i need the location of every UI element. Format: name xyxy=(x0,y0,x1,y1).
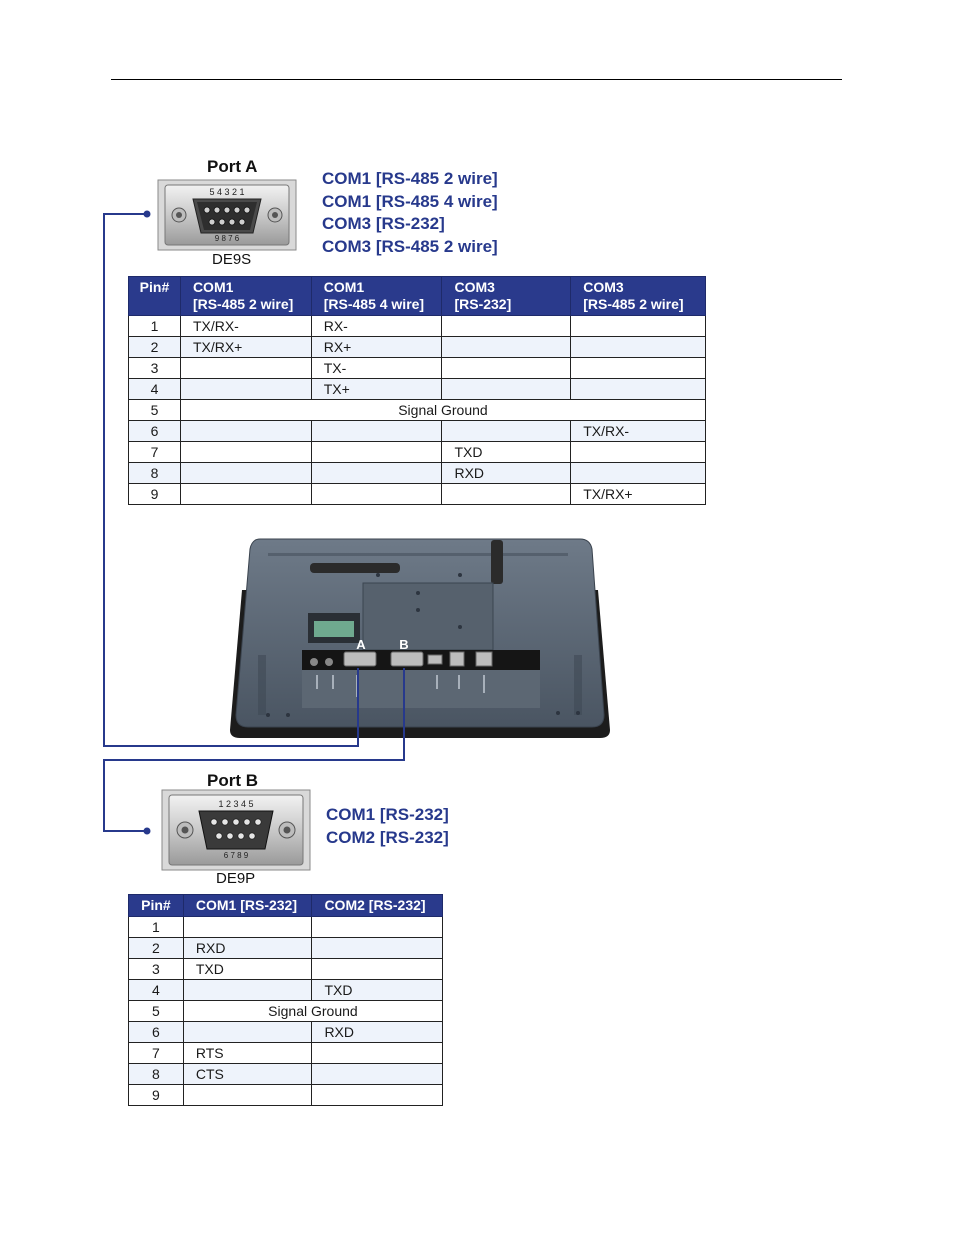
table-cell: TX- xyxy=(311,358,442,379)
table-cell: TX/RX+ xyxy=(571,484,706,505)
table-cell xyxy=(312,1085,443,1106)
table-cell: 2 xyxy=(129,337,181,358)
table-cell: TX/RX- xyxy=(571,421,706,442)
port-a-top-pin-numbers: 5 4 3 2 1 xyxy=(209,187,245,197)
table-cell: 5 xyxy=(129,400,181,421)
table-cell: 3 xyxy=(129,358,181,379)
table-cell: 9 xyxy=(129,1085,184,1106)
port-a-com-item: COM3 [RS-232] xyxy=(322,214,445,233)
table-cell xyxy=(183,1022,312,1043)
table-cell: 4 xyxy=(129,379,181,400)
table-row xyxy=(129,980,443,1001)
table-cell: 1 xyxy=(129,316,181,337)
column-header: COM3 [RS-232] xyxy=(442,277,571,316)
table-row xyxy=(129,1064,443,1085)
table-cell: RX- xyxy=(311,316,442,337)
table-cell: 6 xyxy=(129,1022,184,1043)
column-header: COM3 [RS-485 2 wire] xyxy=(571,277,706,316)
port-b-device-label: B xyxy=(399,637,409,652)
port-b-title: Port B xyxy=(207,771,258,790)
port-b-top-pin-numbers: 1 2 3 4 5 xyxy=(218,799,254,809)
table-cell: 1 xyxy=(129,917,184,938)
table-cell: RX+ xyxy=(311,337,442,358)
port-a-com-item: COM1 [RS-485 2 wire] xyxy=(322,169,498,188)
table-cell xyxy=(312,917,443,938)
column-header: COM1 [RS-485 2 wire] xyxy=(180,277,311,316)
table-cell: TX+ xyxy=(311,379,442,400)
table-cell xyxy=(312,1043,443,1064)
port-a-com-item: COM1 [RS-485 4 wire] xyxy=(322,191,498,211)
port-a-bottom-pin-numbers: 9 8 7 6 xyxy=(214,234,240,243)
table-row xyxy=(129,1043,443,1064)
table-cell: RTS xyxy=(183,1043,312,1064)
table-cell: RXD xyxy=(183,938,312,959)
table-row xyxy=(129,1085,443,1106)
table-cell: CTS xyxy=(183,1064,312,1085)
table-cell: TXD xyxy=(312,980,443,1001)
table-row xyxy=(129,1022,443,1043)
table-row xyxy=(129,938,443,959)
table-cell xyxy=(312,959,443,980)
column-header: COM2 [RS-232] xyxy=(312,895,443,917)
table-cell: 9 xyxy=(129,484,181,505)
table-cell xyxy=(183,917,312,938)
port-b-bottom-pin-numbers: 6 7 8 9 xyxy=(223,851,249,860)
column-header: COM1 [RS-232] xyxy=(183,895,312,917)
port-b-pin-table xyxy=(128,894,443,1106)
port-b-com-item: COM2 [RS-232] xyxy=(326,827,449,847)
signal-ground-cell: Signal Ground xyxy=(183,1001,442,1022)
table-cell: 2 xyxy=(129,938,184,959)
port-a-connector-label: DE9S xyxy=(212,251,252,268)
table-cell: 6 xyxy=(129,421,181,442)
column-header: COM1 [RS-485 4 wire] xyxy=(311,277,442,316)
port-b-com-list xyxy=(326,804,449,849)
table-cell: 5 xyxy=(129,1001,184,1022)
table-cell: 8 xyxy=(129,1064,184,1085)
table-header-row xyxy=(129,895,443,917)
table-cell: RXD xyxy=(312,1022,443,1043)
port-b-com-item: COM1 [RS-232] xyxy=(326,805,449,824)
table-cell: TX/RX+ xyxy=(180,337,311,358)
column-header: Pin# xyxy=(129,895,184,917)
column-header: Pin# xyxy=(129,277,181,316)
table-cell xyxy=(312,1064,443,1085)
table-row xyxy=(129,1001,443,1022)
table-cell xyxy=(183,1085,312,1106)
table-cell: 3 xyxy=(129,959,184,980)
table-cell: 4 xyxy=(129,980,184,1001)
port-b-de9p-connector-icon xyxy=(161,789,311,871)
table-cell: TXD xyxy=(442,442,571,463)
table-cell xyxy=(183,980,312,1001)
port-a-com-item: COM3 [RS-485 2 wire] xyxy=(322,236,498,256)
table-cell: 7 xyxy=(129,442,181,463)
signal-ground-cell: Signal Ground xyxy=(180,400,705,421)
port-b-connector-label: DE9P xyxy=(216,870,256,887)
port-a-title: Port A xyxy=(207,157,258,176)
table-cell: TXD xyxy=(183,959,312,980)
table-row xyxy=(129,917,443,938)
port-a-device-label: A xyxy=(356,637,366,652)
table-cell: RXD xyxy=(442,463,571,484)
table-cell: 8 xyxy=(129,463,181,484)
table-cell: TX/RX- xyxy=(180,316,311,337)
table-cell: 7 xyxy=(129,1043,184,1064)
table-row xyxy=(129,959,443,980)
table-cell xyxy=(312,938,443,959)
